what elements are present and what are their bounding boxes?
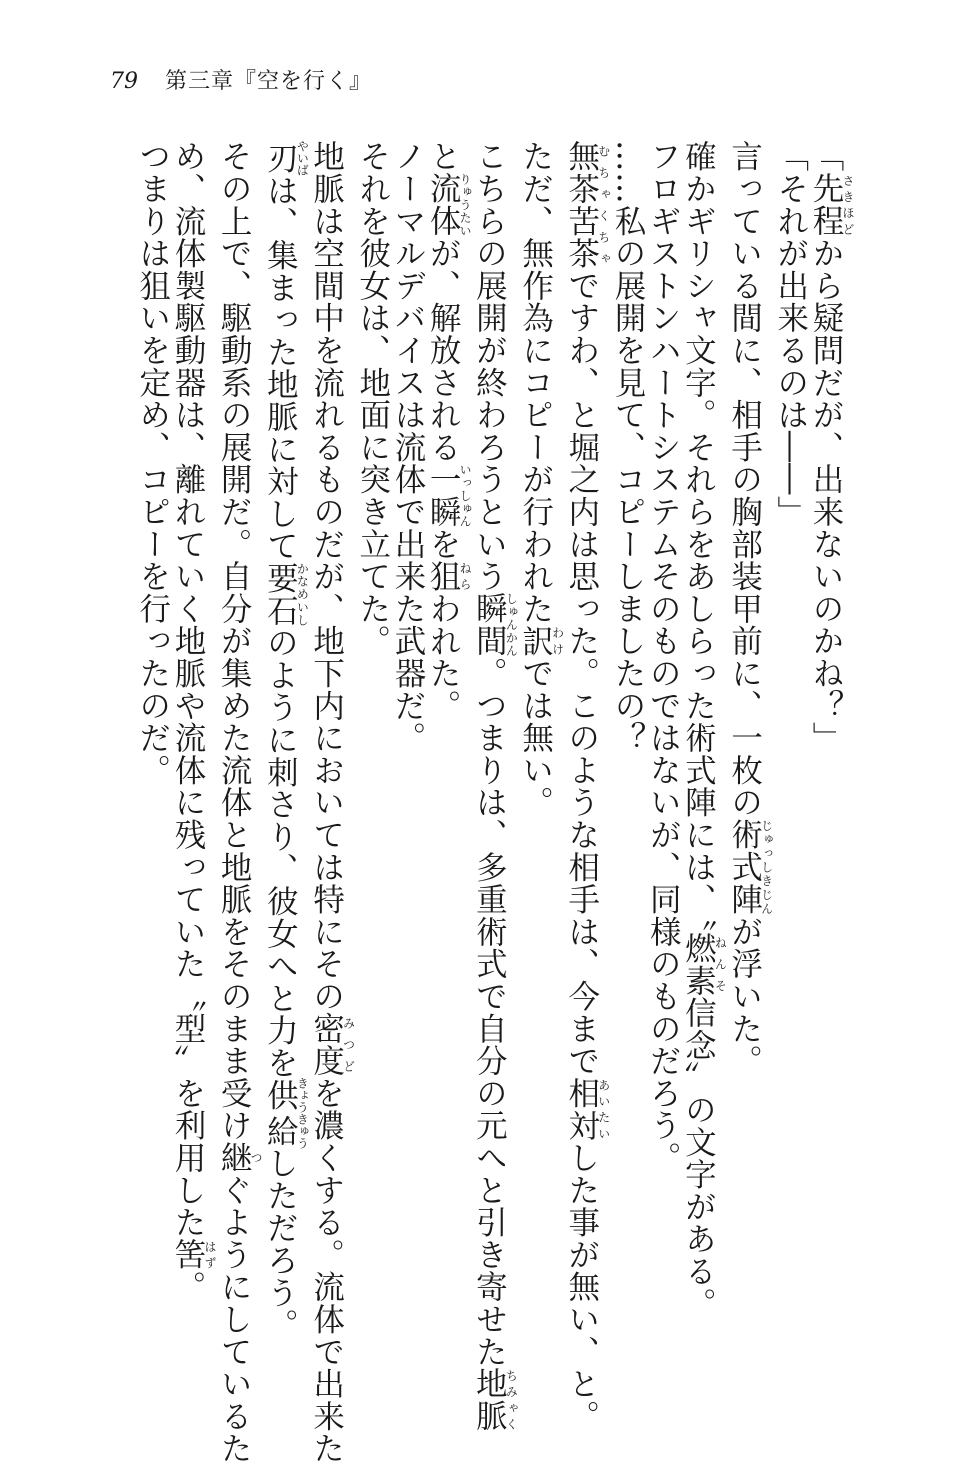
text-line: と流体りゅうたいが、解放される一瞬いっしゅんを狙ねらわれた。 — [425, 140, 473, 722]
furigana-word: 訳わけ — [517, 624, 565, 657]
furigana-word: 筈はず — [169, 1238, 217, 1271]
furigana-reading: いっしゅん — [458, 463, 473, 528]
text-line: ただ、無作為にコピーが行われた訳わけでは無い。 — [517, 140, 565, 819]
furigana-reading: みつど — [341, 1012, 356, 1077]
furigana-reading: かなめいし — [295, 561, 310, 627]
furigana-reading: むちゃくちゃ — [596, 140, 611, 270]
furigana-reading: さきほど — [841, 172, 855, 237]
furigana-word: 要石かなめいし — [262, 561, 310, 627]
text-line: その上で、駆動系の展開だ。自分が集めた流体と地脈をそのまま受け継つぐようにしているた — [216, 140, 264, 1464]
furigana-word: 狙ねら — [425, 559, 473, 593]
text-line: ……私の展開を見て、コピーしましたの？ — [609, 140, 646, 754]
text-line: つまりは狙いを定め、コピーを行ったのだ。 — [134, 140, 171, 786]
furigana-reading: ねんそ — [713, 931, 728, 997]
furigana-word: 瞬間しゅんかん — [471, 592, 519, 657]
furigana-reading: きょうきゅう — [295, 1076, 310, 1149]
furigana-reading: ちみゃく — [504, 1367, 519, 1433]
furigana-reading: はず — [202, 1238, 217, 1271]
page-header — [110, 68, 372, 96]
furigana-reading: しゅんかん — [504, 592, 519, 657]
furigana-word: 燃素ねんそ — [680, 931, 728, 997]
furigana-word: 一瞬いっしゅん — [425, 463, 473, 528]
vertical-text-body — [134, 140, 855, 1464]
text-line: それを彼女は、地面に突き立てた。 — [354, 140, 391, 657]
furigana-word: 継つ — [216, 1141, 264, 1174]
text-line: フロギストンハートシステムそのものではないが、同様のものだろう。 — [645, 140, 682, 1174]
furigana-word: 地脈ちみゃく — [471, 1367, 519, 1433]
furigana-word: 流体りゅうたい — [425, 172, 473, 237]
text-line: 無茶苦茶むちゃくちゃですわ、と堀之内は思った。このような相手は、今まで相対あいたいした事が無い、と。 — [563, 140, 611, 1433]
furigana-reading: あいたい — [596, 1076, 611, 1142]
furigana-reading: りゅうたい — [458, 172, 473, 237]
text-line: 刃やいばは、集まった地脈に対して要石かなめいしのように刺さり、彼女へと力を供給きょうきゅうしただろう。 — [262, 140, 310, 1341]
furigana-word: 密度みつど — [308, 1012, 356, 1077]
text-line: 「先程さきほどから疑問だが、出来ないのかね？」 — [808, 140, 855, 754]
furigana-word: 供給きょうきゅう — [262, 1076, 310, 1149]
text-line: 言っている間に、相手の胸部装甲前に、一枚の術式陣じゅっしきじんが浮いた。 — [726, 140, 774, 1077]
text-line: め、流体製駆動器は、離れていく地脈や流体に残っていた〝型〟を利用した筈はず。 — [169, 140, 217, 1303]
text-line: 地脈は空間中を流れるものだが、地下内においては特にその密度みつどを濃くする。流体で出来た — [308, 140, 356, 1464]
text-line: ノーマルデバイスは流体で出来た武器だ。 — [389, 140, 426, 754]
furigana-word: 相対あいたい — [563, 1076, 611, 1142]
furigana-reading: つ — [249, 1141, 264, 1174]
chapter-title: 第三章『空を行く』 — [165, 69, 373, 94]
text-line: こちらの展開が終わろうという瞬間しゅんかん。つまりは、多重術式で自分の元へと引き寄せた地脈ちみゃく — [471, 140, 519, 1433]
text-line: 「それが出来るのは――」 — [772, 140, 809, 528]
page-number: 79 — [110, 69, 138, 94]
furigana-word: 先程さきほど — [808, 172, 855, 237]
text-line: 確かギリシャ文字。それらをあしらった術式陣には、〝燃素ねんそ信念〟の文字がある。 — [680, 140, 728, 1320]
furigana-reading: じゅっしきじん — [759, 818, 774, 916]
furigana-word: 刃やいば — [262, 140, 310, 176]
furigana-reading: わけ — [550, 624, 565, 657]
furigana-word: 術式陣じゅっしきじん — [726, 818, 774, 916]
furigana-word: 無茶苦茶むちゃくちゃ — [563, 140, 611, 270]
furigana-reading: ねら — [458, 559, 473, 593]
furigana-reading: やいば — [295, 140, 310, 176]
